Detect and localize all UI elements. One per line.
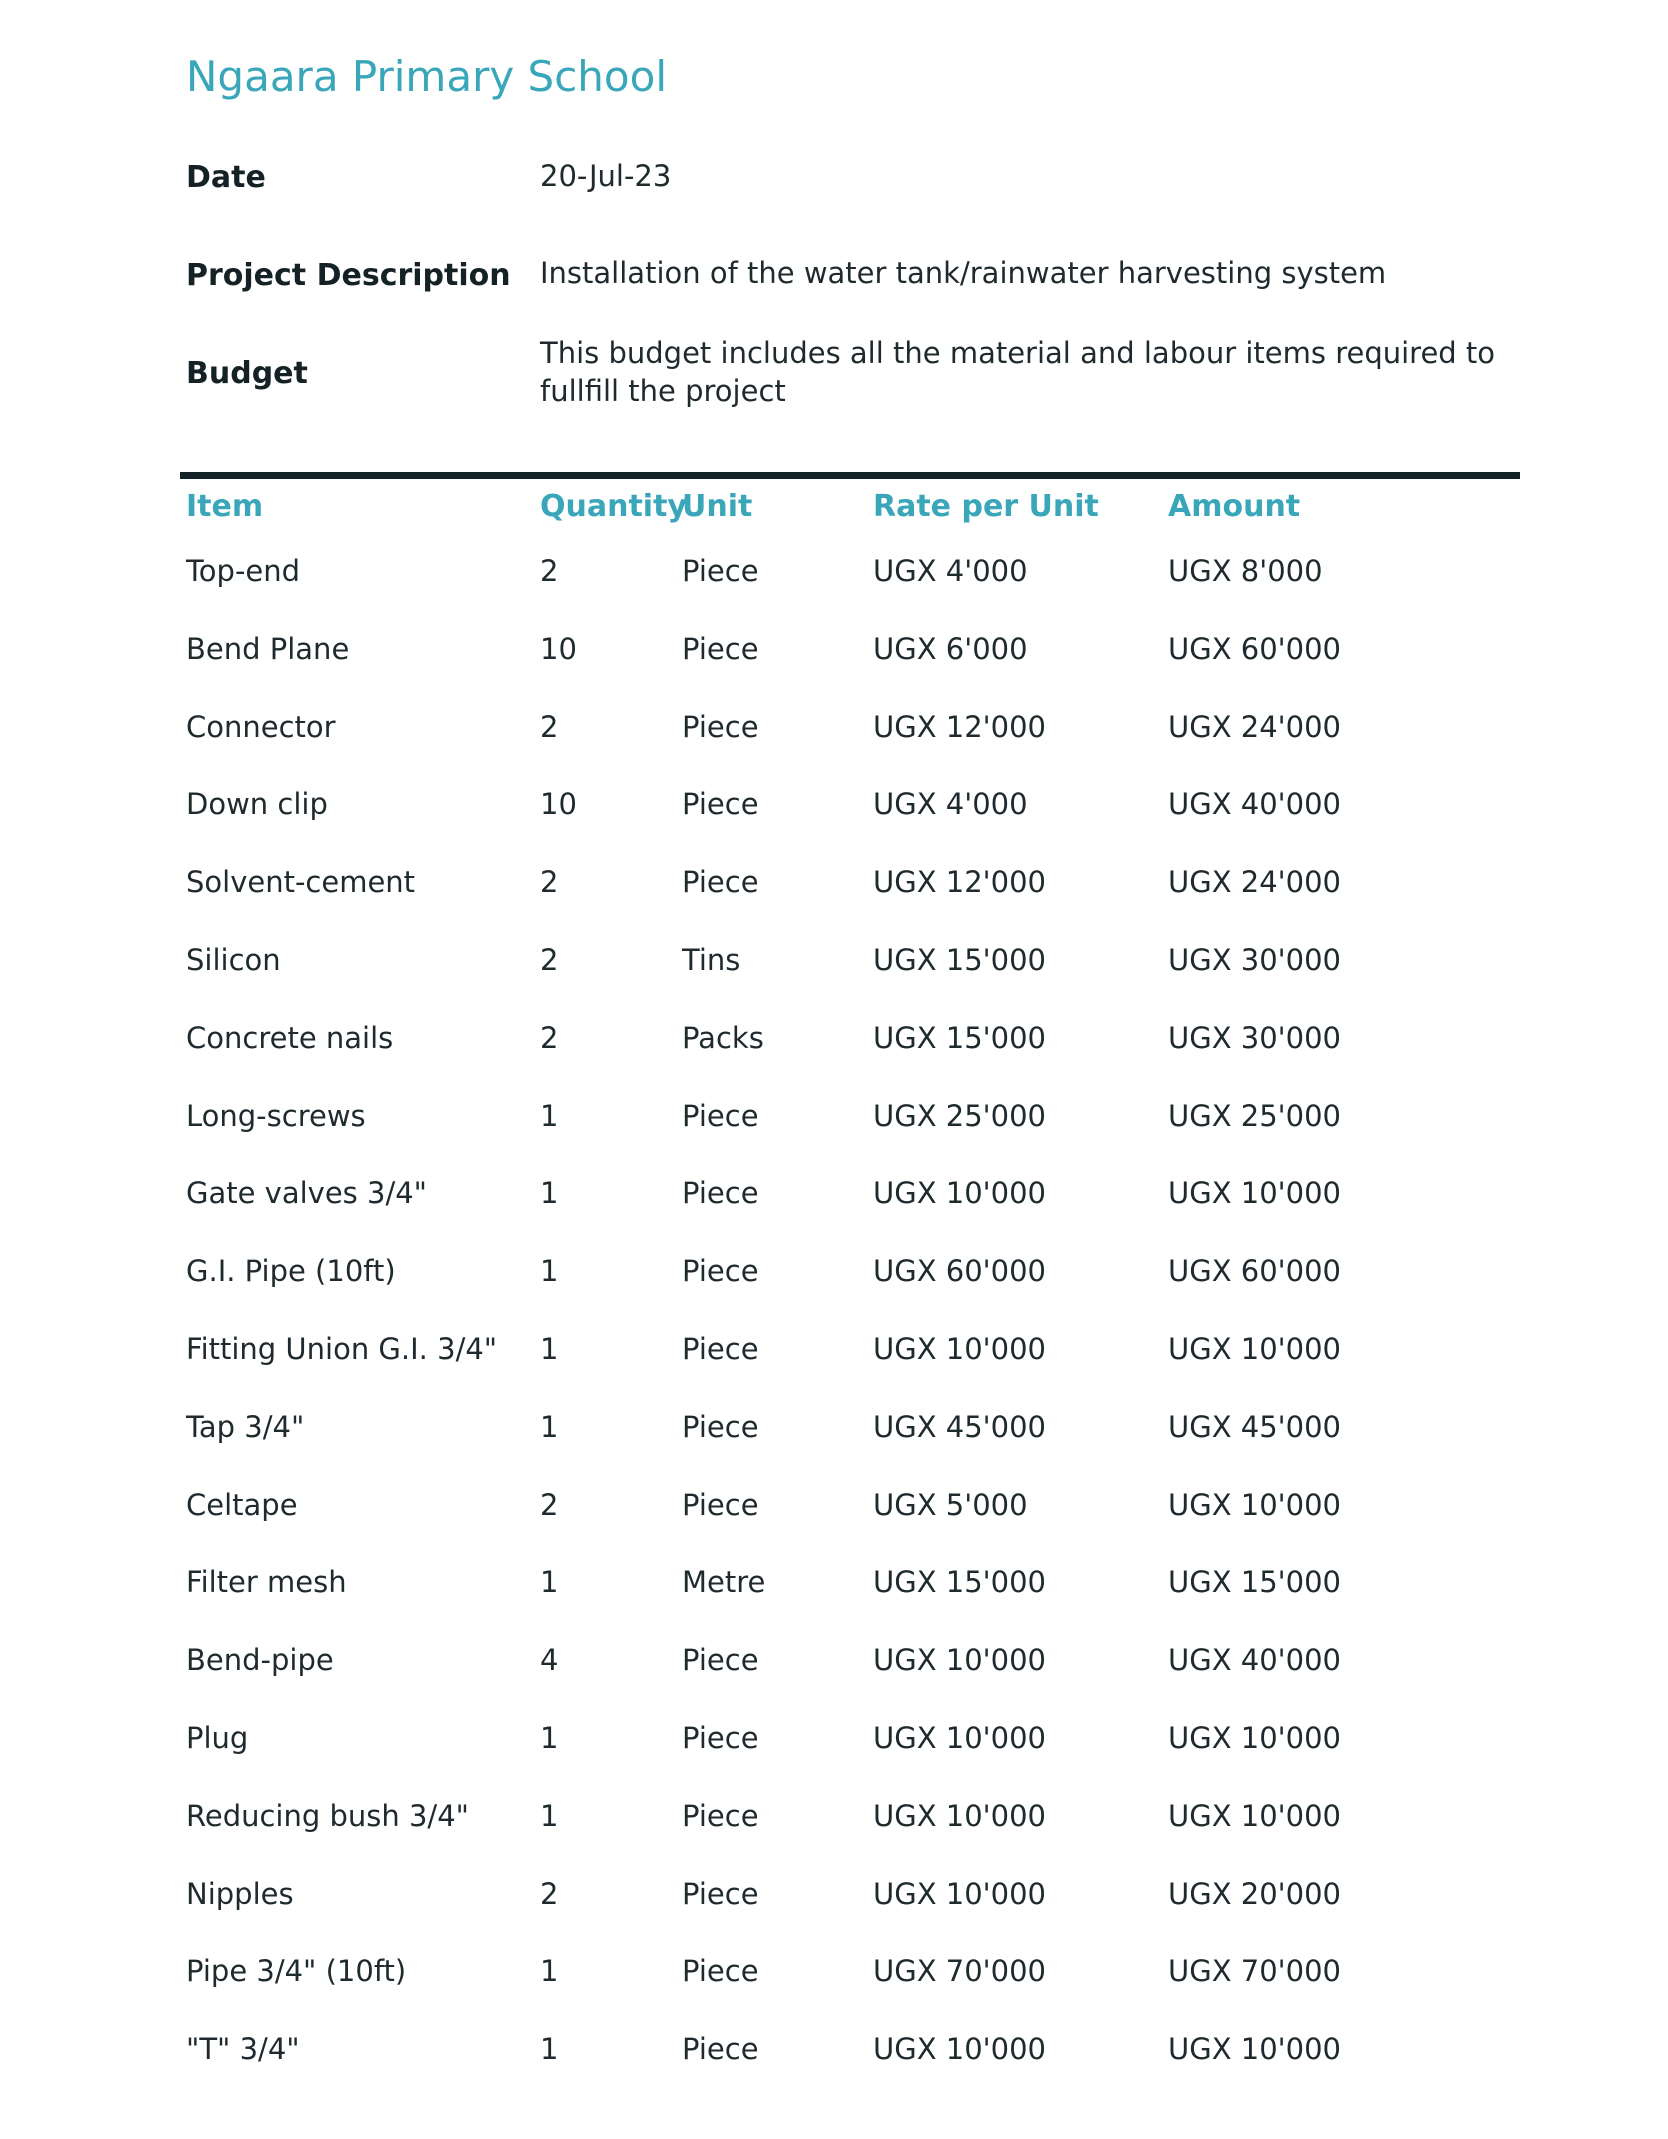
table-row (0, 865, 1668, 943)
item-cell: Tap 3/4" (186, 1409, 305, 1444)
quantity-cell: 1 (540, 1798, 559, 1833)
table-row (0, 1721, 1668, 1799)
unit-cell: Piece (682, 1876, 759, 1911)
amount-cell: UGX 10'000 (1168, 1798, 1342, 1833)
amount-cell: UGX 60'000 (1168, 631, 1342, 666)
table-row (0, 1254, 1668, 1332)
unit-cell: Piece (682, 787, 759, 822)
table-row (0, 2032, 1668, 2110)
budget-description (540, 334, 1540, 410)
table-row (0, 554, 1668, 632)
item-cell: Connector (186, 709, 336, 744)
amount-cell: UGX 20'000 (1168, 1876, 1342, 1911)
rate-cell: UGX 60'000 (873, 1254, 1047, 1289)
table-row (0, 1488, 1668, 1566)
table-row (0, 1099, 1668, 1177)
quantity-cell: 4 (540, 1643, 559, 1678)
amount-cell: UGX 60'000 (1168, 1254, 1342, 1289)
unit-cell: Piece (682, 1721, 759, 1755)
rate-cell: UGX 12'000 (873, 865, 1047, 900)
amount-cell: UGX 15'000 (1168, 1565, 1342, 1600)
header-rate: Rate per Unit (873, 489, 1099, 524)
quantity-cell: 2 (540, 554, 559, 588)
unit-cell: Piece (682, 865, 759, 900)
unit-cell: Piece (682, 2032, 759, 2067)
rate-cell: UGX 10'000 (873, 1876, 1047, 1911)
date-label: Date (186, 160, 266, 195)
item-cell: Gate valves 3/4" (186, 1176, 428, 1211)
unit-cell: Piece (682, 1798, 759, 1833)
quantity-cell: 2 (540, 709, 559, 744)
quantity-cell: 2 (540, 1876, 559, 1911)
amount-cell: UGX 10'000 (1168, 1721, 1342, 1755)
amount-cell: UGX 10'000 (1168, 1332, 1342, 1366)
item-cell: Reducing bush 3/4" (186, 1798, 469, 1833)
item-cell: Plug (186, 1721, 249, 1755)
unit-cell: Packs (682, 1020, 764, 1055)
unit-cell: Piece (682, 1409, 759, 1444)
unit-cell: Piece (682, 1176, 759, 1211)
rate-cell: UGX 10'000 (873, 1721, 1047, 1755)
item-cell: Pipe 3/4" (10ft) (186, 1954, 407, 1989)
table-row (0, 1877, 1668, 1955)
item-cell: Bend Plane (186, 631, 350, 666)
rate-cell: UGX 6'000 (873, 631, 1028, 666)
quantity-cell: 2 (540, 865, 559, 900)
header-unit: Unit (682, 489, 753, 524)
item-cell: Celtape (186, 1487, 298, 1522)
item-cell: Bend-pipe (186, 1643, 334, 1678)
quantity-cell: 1 (540, 1721, 559, 1755)
unit-cell: Piece (682, 1098, 759, 1133)
quantity-cell: 1 (540, 1954, 559, 1989)
item-cell: G.I. Pipe (10ft) (186, 1254, 396, 1289)
item-cell: Concrete nails (186, 1020, 394, 1055)
rate-cell: UGX 12'000 (873, 709, 1047, 744)
table-row (0, 1643, 1668, 1721)
header-quantity: Quantity (540, 489, 687, 524)
rate-cell: UGX 25'000 (873, 1098, 1047, 1133)
table-row (0, 632, 1668, 710)
item-cell: Top-end (186, 554, 301, 588)
quantity-cell: 2 (540, 1487, 559, 1522)
rate-cell: UGX 10'000 (873, 1798, 1047, 1833)
rate-cell: UGX 10'000 (873, 1332, 1047, 1366)
unit-cell: Metre (682, 1565, 766, 1600)
table-row (0, 1176, 1668, 1254)
item-cell: Filter mesh (186, 1565, 347, 1600)
unit-cell: Piece (682, 1254, 759, 1289)
rate-cell: UGX 15'000 (873, 1020, 1047, 1055)
table-row (0, 1954, 1668, 2032)
item-cell: Solvent-cement (186, 865, 416, 900)
unit-cell: Tins (682, 943, 741, 977)
quantity-cell: 1 (540, 2032, 559, 2067)
quantity-cell: 10 (540, 787, 577, 822)
quantity-cell: 1 (540, 1098, 559, 1133)
unit-cell: Piece (682, 1332, 759, 1366)
amount-cell: UGX 24'000 (1168, 865, 1342, 900)
amount-cell: UGX 40'000 (1168, 787, 1342, 822)
table-row (0, 1021, 1668, 1099)
rate-cell: UGX 5'000 (873, 1487, 1028, 1522)
item-cell: Long-screws (186, 1098, 366, 1133)
table-row (0, 943, 1668, 1021)
amount-cell: UGX 45'000 (1168, 1409, 1342, 1444)
unit-cell: Piece (682, 554, 759, 588)
quantity-cell: 1 (540, 1565, 559, 1600)
quantity-cell: 2 (540, 1020, 559, 1055)
amount-cell: UGX 40'000 (1168, 1643, 1342, 1678)
quantity-cell: 1 (540, 1254, 559, 1289)
amount-cell: UGX 25'000 (1168, 1098, 1342, 1133)
amount-cell: UGX 30'000 (1168, 1020, 1342, 1055)
quantity-cell: 1 (540, 1332, 559, 1366)
rate-cell: UGX 10'000 (873, 1643, 1047, 1678)
table-row (0, 710, 1668, 788)
table-row (0, 1410, 1668, 1488)
item-cell: "T" 3/4" (186, 2032, 300, 2067)
table-row (0, 1565, 1668, 1643)
amount-cell: UGX 10'000 (1168, 1487, 1342, 1522)
document-title: Ngaara Primary School (186, 52, 667, 101)
unit-cell: Piece (682, 1487, 759, 1522)
quantity-cell: 2 (540, 943, 559, 977)
rate-cell: UGX 4'000 (873, 554, 1028, 588)
item-cell: Fitting Union G.I. 3/4" (186, 1332, 498, 1366)
table-row (0, 1799, 1668, 1877)
rate-cell: UGX 10'000 (873, 1176, 1047, 1211)
amount-cell: UGX 10'000 (1168, 1176, 1342, 1211)
rate-cell: UGX 15'000 (873, 1565, 1047, 1600)
item-cell: Nipples (186, 1876, 294, 1911)
amount-cell: UGX 8'000 (1168, 554, 1323, 588)
budget-description-line-2: fullfill the project (540, 374, 786, 408)
rate-cell: UGX 45'000 (873, 1409, 1047, 1444)
quantity-cell: 1 (540, 1409, 559, 1444)
amount-cell: UGX 10'000 (1168, 2032, 1342, 2067)
rate-cell: UGX 10'000 (873, 2032, 1047, 2067)
budget-label: Budget (186, 356, 308, 391)
unit-cell: Piece (682, 631, 759, 666)
header-item: Item (186, 489, 264, 524)
amount-cell: UGX 24'000 (1168, 709, 1342, 744)
project-description-label: Project Description (186, 258, 511, 293)
rate-cell: UGX 4'000 (873, 787, 1028, 822)
unit-cell: Piece (682, 1954, 759, 1989)
unit-cell: Piece (682, 1643, 759, 1678)
rate-cell: UGX 70'000 (873, 1954, 1047, 1989)
amount-cell: UGX 30'000 (1168, 943, 1342, 977)
rate-cell: UGX 15'000 (873, 943, 1047, 977)
project-description-value: Installation of the water tank/rainwater harvesting system (540, 256, 1387, 290)
budget-description-line-1: This budget includes all the material and labour items required to (540, 336, 1496, 370)
table-top-rule (180, 472, 1520, 479)
amount-cell: UGX 70'000 (1168, 1954, 1342, 1989)
header-amount: Amount (1168, 489, 1301, 524)
quantity-cell: 1 (540, 1176, 559, 1211)
unit-cell: Piece (682, 709, 759, 744)
table-row (0, 787, 1668, 865)
quantity-cell: 10 (540, 631, 577, 666)
item-cell: Silicon (186, 943, 281, 977)
date-value: 20-Jul-23 (540, 159, 672, 193)
item-cell: Down clip (186, 787, 328, 822)
table-row (0, 1332, 1668, 1410)
